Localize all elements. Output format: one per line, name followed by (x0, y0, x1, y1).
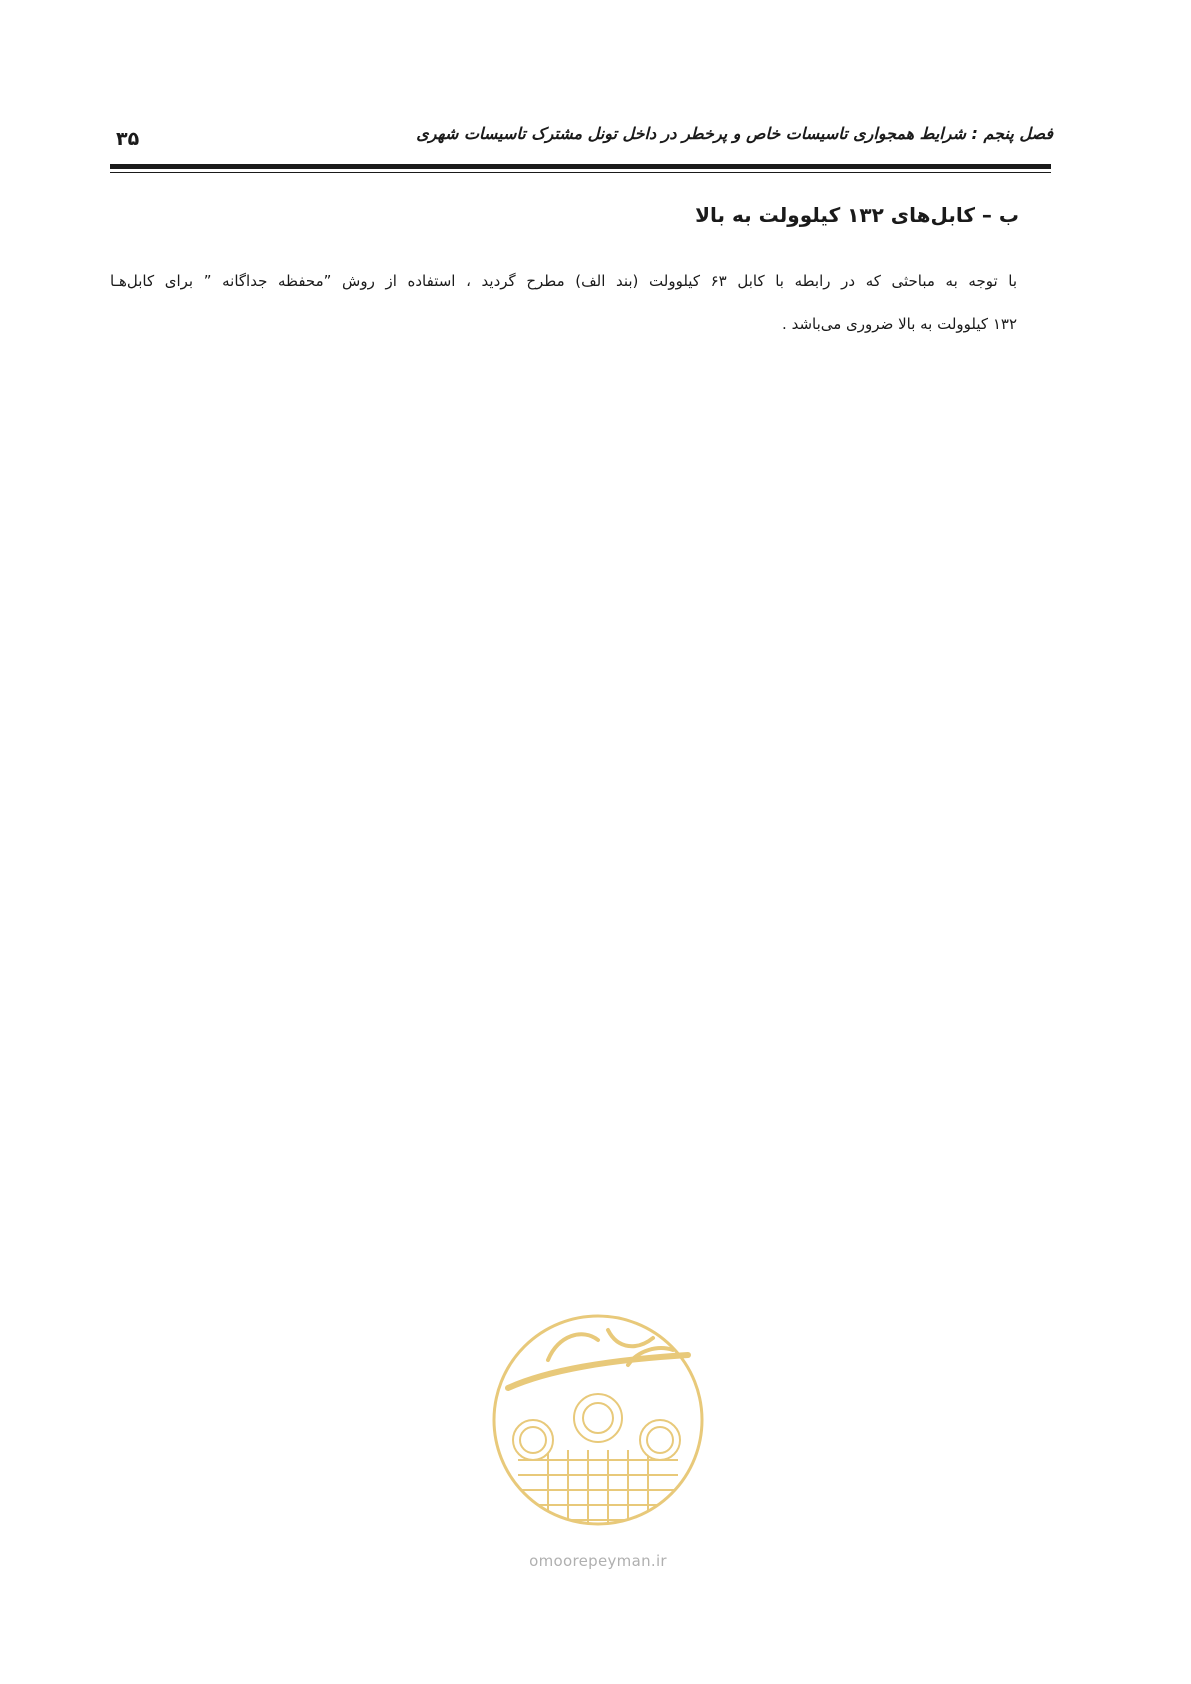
watermark-url: omoorepeyman.ir (529, 1552, 667, 1570)
watermark-seal-icon (488, 1310, 708, 1550)
section-heading: ب – کابل‌های ۱۳۲ کیلوولت به بالا (695, 203, 1019, 227)
paragraph-line-2: ۱۳۲ کیلوولت به بالا ضروری می‌باشد . (782, 315, 1017, 333)
watermark-logo (488, 1310, 708, 1582)
page-number: ۳۵ (116, 128, 140, 150)
running-title: فصل پنجم : شرایط همجواری تاسیسات خاص و پرخطر در داخل تونل مشترک تاسیسات شهری (416, 124, 1053, 143)
body-paragraph (110, 260, 1017, 346)
header-rule-thin (110, 172, 1051, 173)
header-rule-thick (110, 164, 1051, 169)
paragraph-line-1: با توجه به مباحثی که در رابطه با کابل ۶۳ کیلوولت (بند الف) مطرح گردید ، استفاده از روش ”محفظه جداگانه ” برای کابل‌هـا (110, 272, 1018, 290)
